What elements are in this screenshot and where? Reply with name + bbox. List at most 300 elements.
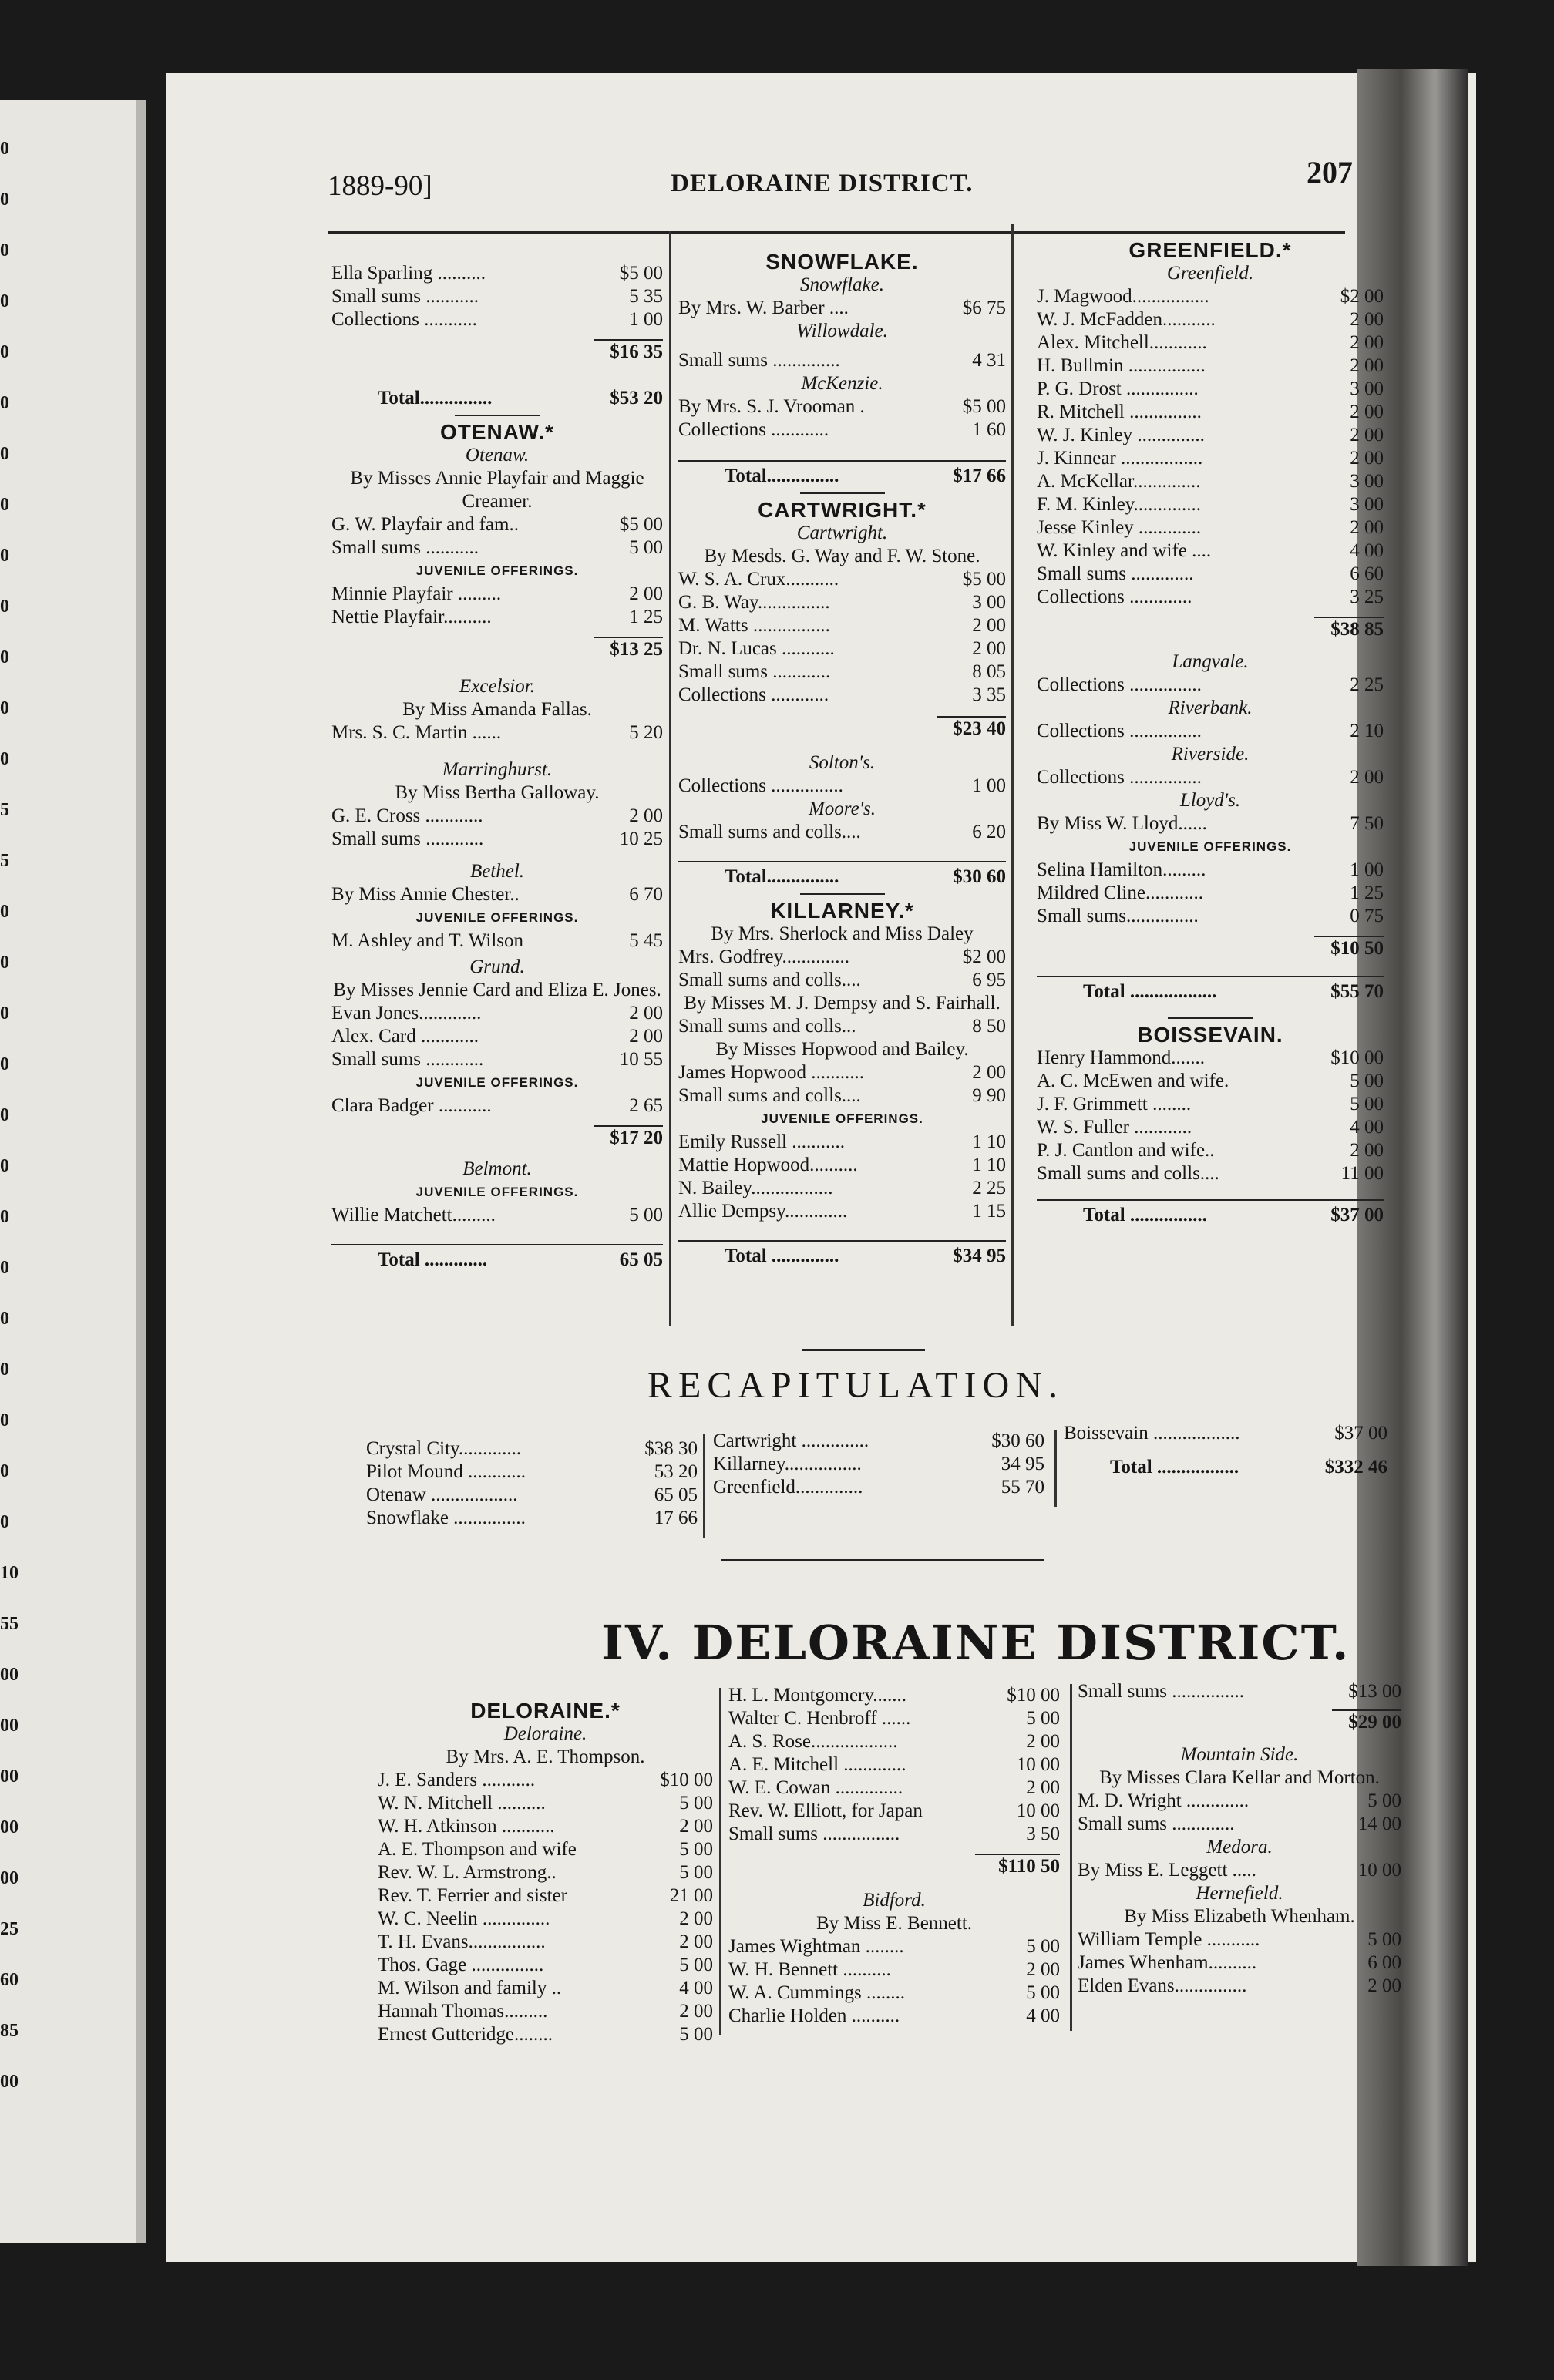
ledger-amount: $10 00 — [1330, 1047, 1384, 1068]
ledger-name: A. C. McEwen and wife. — [1037, 1071, 1229, 1091]
ledger-row — [678, 969, 1006, 992]
ledger-row — [1037, 882, 1384, 905]
total-row — [331, 1244, 663, 1272]
ledger-amount: 2 25 — [972, 1178, 1006, 1198]
previous-page-fragment: 0 — [0, 444, 9, 464]
section-rule — [800, 893, 885, 895]
ledger-group — [1037, 285, 1384, 609]
column-rule — [719, 1688, 722, 2035]
ledger-name: W. Kinley and wife .... — [1037, 540, 1212, 561]
ledger-amount: 2 10 — [1350, 721, 1384, 741]
ledger-amount: $30 60 — [991, 1430, 1044, 1451]
ledger-amount: 4 31 — [972, 350, 1006, 371]
ledger-row — [378, 2000, 713, 2023]
ledger-amount: $5 00 — [962, 569, 1006, 590]
previous-page-fragment: 0 — [0, 291, 9, 311]
previous-page-fragment: 55 — [0, 1614, 18, 1634]
ledger-name: Small sums ........... — [331, 286, 479, 307]
ledger-name: By Mrs. W. Barber .... — [678, 298, 849, 318]
ledger-group — [1078, 1680, 1401, 1703]
ledger-row — [366, 1461, 698, 1484]
ledger-group — [331, 929, 663, 953]
total-label: Total ................. — [1110, 1457, 1240, 1477]
total-label: Total............... — [725, 866, 839, 887]
ledger-amount: 3 00 — [1350, 378, 1384, 399]
ledger-amount: 2 00 — [1350, 309, 1384, 330]
ledger-name: Nettie Playfair.......... — [331, 607, 492, 627]
ledger-amount: 2 00 — [1350, 448, 1384, 469]
previous-page-fragment: 60 — [0, 1970, 18, 1990]
ledger-group — [678, 775, 1006, 798]
total-label: Total............... — [725, 466, 839, 486]
total-value: $332 46 — [1324, 1457, 1388, 1477]
ledger-name: H. L. Montgomery....... — [728, 1685, 906, 1706]
subsection-belmont: Belmont. — [462, 1158, 532, 1179]
ledger-name: Hannah Thomas......... — [378, 2001, 548, 2022]
previous-page-fragment: 0 — [0, 1461, 9, 1481]
ledger-amount: 4 00 — [679, 1978, 713, 1998]
ledger-row — [1037, 540, 1384, 563]
ledger-row — [1037, 720, 1384, 743]
subtotal: $10 50 — [1314, 936, 1384, 960]
previous-page-fragment: 00 — [0, 1817, 18, 1837]
ledger-row — [728, 1935, 1060, 1958]
ledger-row — [678, 419, 1006, 442]
ledger-amount: 5 00 — [679, 1955, 713, 1975]
ledger-name: Selina Hamilton......... — [1037, 859, 1206, 880]
ledger-row — [1037, 285, 1384, 308]
ledger-group — [678, 821, 1006, 844]
ledger-name: Clara Badger ........... — [331, 1095, 492, 1116]
ledger-name: Walter C. Henbroff ...... — [728, 1708, 911, 1729]
subsection-soltons: Solton's. — [809, 752, 876, 773]
ledger-row — [713, 1430, 1044, 1453]
ledger-amount: 2 00 — [1350, 425, 1384, 445]
ledger-group — [1064, 1422, 1388, 1445]
previous-page-fragment: 0 — [0, 1207, 9, 1227]
ledger-amount: 10 00 — [1357, 1860, 1401, 1881]
running-header — [328, 154, 1353, 208]
ledger-amount: 1 00 — [629, 309, 663, 330]
ledger-name: N. Bailey................. — [678, 1178, 833, 1198]
ledger-amount: 1 60 — [972, 419, 1006, 440]
previous-page-fragment: 0 — [0, 546, 9, 566]
ledger-name: Collections ............... — [1037, 767, 1202, 788]
ledger-name: Alex. Card ............ — [331, 1026, 479, 1047]
total-value: $37 00 — [1330, 1205, 1384, 1225]
previous-page-fragment: 0 — [0, 698, 9, 718]
previous-page-fragment: 0 — [0, 902, 9, 922]
ledger-name: Evan Jones............. — [331, 1003, 482, 1024]
ledger-name: Dr. N. Lucas ........... — [678, 638, 835, 659]
ledger-row — [331, 262, 663, 285]
ledger-amount: 10 55 — [619, 1049, 663, 1070]
ledger-row — [1037, 1093, 1384, 1116]
ledger-name: Rev. W. L. Armstrong.. — [378, 1862, 557, 1883]
ledger-row — [331, 583, 663, 606]
ledger-name: James Wightman ........ — [728, 1936, 904, 1957]
ledger-group — [1037, 720, 1384, 743]
ledger-row — [1037, 424, 1384, 447]
section-title-boissevain: BOISSEVAIN. — [1137, 1023, 1283, 1047]
ledger-name: J. E. Sanders ........... — [378, 1770, 536, 1790]
total-value: $53 20 — [610, 388, 663, 408]
recap-column-1 — [366, 1437, 698, 1530]
ledger-name: By Mrs. S. J. Vrooman . — [678, 396, 865, 417]
ledger-amount: 55 70 — [1001, 1477, 1044, 1498]
ledger-amount: $5 00 — [619, 263, 663, 284]
ledger-name: Thos. Gage ............... — [378, 1955, 544, 1975]
subsection-willowdale: Willowdale. — [796, 321, 888, 341]
ledger-name: Charlie Holden .......... — [728, 2005, 900, 2026]
ledger-name: Small sums............... — [1037, 906, 1199, 926]
section-title-deloraine: DELORAINE.* — [470, 1699, 621, 1723]
total-row — [678, 460, 1006, 488]
ledger-name: W. S. A. Crux........... — [678, 569, 839, 590]
ledger-row — [331, 606, 663, 629]
ledger-amount: 5 00 — [679, 1793, 713, 1814]
ledger-name: W. E. Cowan .............. — [728, 1777, 903, 1798]
ledger-amount: 3 00 — [1350, 494, 1384, 515]
ledger-group — [366, 1437, 698, 1530]
ledger-amount: $6 75 — [962, 298, 1006, 318]
ledger-row — [713, 1453, 1044, 1476]
ledger-amount: $5 00 — [619, 514, 663, 535]
ledger-row — [331, 805, 663, 828]
ledger-name: Small sums ............. — [1037, 563, 1194, 584]
ledger-group — [728, 1935, 1060, 2028]
ledger-row — [1037, 1139, 1384, 1162]
ledger-row — [378, 1977, 713, 2000]
ledger-row — [713, 1476, 1044, 1499]
ledger-name: Alex. Mitchell............ — [1037, 332, 1207, 353]
ledger-row — [728, 1958, 1060, 1982]
ledger-amount: 2 00 — [679, 1908, 713, 1929]
previous-page-fragment: 0 — [0, 1410, 9, 1430]
ledger-name: Small sums ............. — [1078, 1814, 1235, 1834]
total-row — [678, 861, 1006, 889]
ledger-amount: $2 00 — [1340, 286, 1384, 307]
previous-page-fragment: 0 — [0, 953, 9, 973]
ledger-row — [678, 591, 1006, 614]
collector-note: By Miss Bertha Galloway. — [395, 782, 600, 803]
previous-page-fragment: 0 — [0, 342, 9, 362]
ledger-name: Small sums ............... — [1078, 1681, 1244, 1702]
ledger-amount: 2 00 — [1350, 332, 1384, 353]
previous-page — [0, 100, 146, 2243]
ledger-name: W. S. Fuller ............ — [1037, 1117, 1192, 1138]
column-rule — [1054, 1430, 1057, 1507]
ledger-row — [1037, 812, 1384, 835]
ledger-row — [1037, 905, 1384, 928]
ledger-row — [678, 614, 1006, 637]
recap-column-2 — [713, 1430, 1044, 1499]
collector-note: By Misses Hopwood and Bailey. — [715, 1039, 969, 1060]
subsection-mckenzie: McKenzie. — [801, 373, 883, 394]
ledger-name: Collections ............. — [1037, 587, 1192, 607]
ledger-amount: 2 00 — [1026, 1777, 1060, 1798]
ledger-name: Collections ............... — [678, 775, 843, 796]
subsection-medora: Medora. — [1206, 1837, 1273, 1857]
section-rule — [1168, 1017, 1253, 1019]
ledger-name: M. Watts ................ — [678, 615, 830, 636]
ledger-name: Mrs. Godfrey.............. — [678, 946, 849, 967]
ledger-row — [1037, 563, 1384, 586]
ledger-amount: 2 00 — [1350, 517, 1384, 538]
ledger-amount: 2 00 — [972, 615, 1006, 636]
ledger-name: W. N. Mitchell .......... — [378, 1793, 546, 1814]
total-label: Total............... — [378, 388, 493, 408]
total-value: $34 95 — [953, 1245, 1006, 1266]
previous-page-fragment: 10 — [0, 1563, 18, 1583]
ledger-name: Boissevain .................. — [1064, 1423, 1240, 1444]
collector-note: By Miss E. Bennett. — [816, 1913, 973, 1934]
ledger-row — [1037, 1116, 1384, 1139]
previous-page-fragment: 25 — [0, 1919, 18, 1939]
collector-note: By Miss Elizabeth Whenham. — [1124, 1906, 1355, 1927]
ledger-amount: 3 00 — [972, 592, 1006, 613]
ledger-name: G. E. Cross ............ — [331, 805, 483, 826]
ledger-row — [728, 1777, 1060, 1800]
ledger-name: Minnie Playfair ......... — [331, 583, 502, 604]
ledger-name: J. F. Grimmett ........ — [1037, 1094, 1192, 1114]
ledger-amount: 34 95 — [1001, 1454, 1044, 1474]
ledger-amount: 2 00 — [629, 1003, 663, 1024]
ledger-row — [1037, 447, 1384, 470]
ledger-row — [366, 1484, 698, 1507]
section-title-otenaw: OTENAW.* — [439, 420, 554, 444]
previous-page-fragment: 0 — [0, 1156, 9, 1176]
ledger-name: Collections ............... — [1037, 721, 1202, 741]
ledger-name: By Miss Annie Chester.. — [331, 884, 520, 905]
ledger-amount: 2 00 — [679, 1931, 713, 1952]
ledger-amount: 5 00 — [1367, 1929, 1401, 1950]
ledger-amount: 8 05 — [972, 661, 1006, 682]
ledger-amount: 2 00 — [972, 1062, 1006, 1083]
previous-page-fragment: 0 — [0, 240, 9, 261]
ledger-amount: 5 00 — [1026, 1708, 1060, 1729]
ledger-name: Collections ............ — [678, 684, 829, 705]
section-rule — [455, 415, 540, 416]
ledger-row — [678, 637, 1006, 661]
ledger-amount: 1 10 — [972, 1155, 1006, 1175]
total-value: $55 70 — [1330, 981, 1384, 1002]
ledger-group — [678, 1061, 1006, 1108]
ledger-row — [1037, 766, 1384, 789]
ledger-row — [678, 1200, 1006, 1223]
ledger-amount: 6 70 — [629, 884, 663, 905]
column-rule — [1070, 1684, 1072, 2031]
ledger-amount: 1 00 — [972, 775, 1006, 796]
ledger-row — [366, 1437, 698, 1461]
juvenile-offerings-heading: JUVENILE OFFERINGS. — [1128, 839, 1292, 854]
ledger-row — [678, 1084, 1006, 1108]
ledger-name: R. Mitchell ............... — [1037, 402, 1202, 422]
ledger-row — [678, 775, 1006, 798]
ledger-group — [331, 262, 663, 331]
previous-page-fragment: 00 — [0, 1767, 18, 1787]
ledger-amount: 2 00 — [1350, 1140, 1384, 1161]
ledger-amount: 2 00 — [1367, 1975, 1401, 1996]
previous-page-fragment: 0 — [0, 1054, 9, 1074]
ledger-row — [1037, 859, 1384, 882]
ledger-group — [1037, 859, 1384, 928]
subsection-langvale: Langvale. — [1172, 651, 1249, 672]
subtotal: $17 20 — [594, 1125, 663, 1150]
ledger-name: A. E. Mitchell ............. — [728, 1754, 906, 1775]
ledger-name: P. G. Drost ............... — [1037, 378, 1199, 399]
ledger-row — [728, 1982, 1060, 2005]
subsection-snowflake: Snowflake. — [799, 274, 884, 295]
ledger-group — [331, 513, 663, 560]
ledger-amount: 5 20 — [629, 722, 663, 743]
previous-page-fragment: 00 — [0, 1716, 18, 1736]
ledger-row — [331, 308, 663, 331]
ledger-amount: 0 75 — [1350, 906, 1384, 926]
subsection-grund: Grund. — [469, 956, 525, 977]
ledger-row — [331, 1048, 663, 1071]
column-3 — [1037, 239, 1384, 1227]
ledger-name: Emily Russell ........... — [678, 1131, 845, 1152]
total-row — [1037, 1199, 1384, 1227]
ledger-amount: 8 50 — [972, 1016, 1006, 1037]
juvenile-offerings-heading: JUVENILE OFFERINGS. — [415, 1075, 579, 1090]
ledger-amount: $2 00 — [962, 946, 1006, 967]
ledger-row — [728, 1823, 1060, 1846]
ledger-name: Small sums .............. — [678, 350, 840, 371]
ledger-row — [678, 568, 1006, 591]
ledger-name: Willie Matchett......... — [331, 1205, 496, 1225]
ledger-name: H. Bullmin ................ — [1037, 355, 1206, 376]
total-label: Total ................ — [1083, 1205, 1207, 1225]
previous-page-fragment: 00 — [0, 1665, 18, 1685]
ledger-group — [331, 1094, 663, 1118]
total-label: Total .................. — [1083, 981, 1217, 1002]
ledger-group — [678, 349, 1006, 372]
previous-page-fragment: 0 — [0, 139, 9, 159]
ledger-name: Small sums ............ — [331, 1049, 484, 1070]
ledger-amount: 2 00 — [972, 638, 1006, 659]
ledger-amount: 2 00 — [1350, 767, 1384, 788]
ledger-row — [331, 513, 663, 536]
ledger-amount: 1 15 — [972, 1201, 1006, 1222]
ledger-name: F. M. Kinley.............. — [1037, 494, 1202, 515]
ledger-name: A. McKellar.............. — [1037, 471, 1201, 492]
header-district: DELORAINE DISTRICT. — [671, 170, 974, 197]
ledger-amount: 53 20 — [654, 1461, 698, 1482]
ledger-amount: 4 00 — [1026, 2005, 1060, 2026]
ledger-row — [1037, 331, 1384, 355]
ledger-group — [678, 568, 1006, 707]
ledger-name: J. Magwood................ — [1037, 286, 1209, 307]
ledger-amount: 6 60 — [1350, 563, 1384, 584]
juvenile-offerings-heading: JUVENILE OFFERINGS. — [415, 563, 579, 578]
ledger-name: Collections ............... — [1037, 674, 1202, 695]
recapitulation-title: RECAPITULATION. — [648, 1365, 1064, 1406]
ledger-amount: 5 00 — [629, 1205, 663, 1225]
subtotal: $23 40 — [937, 716, 1006, 741]
ledger-row — [366, 1507, 698, 1530]
ledger-name: M. D. Wright ............. — [1078, 1790, 1250, 1811]
previous-page-fragment: 0 — [0, 393, 9, 413]
ledger-row — [678, 349, 1006, 372]
ledger-row — [378, 1931, 713, 1954]
ledger-amount: 3 35 — [972, 684, 1006, 705]
total-value: $30 60 — [953, 866, 1006, 887]
ledger-amount: 2 00 — [629, 1026, 663, 1047]
previous-page-fragment: 0 — [0, 1360, 9, 1380]
ledger-amount: 2 00 — [629, 805, 663, 826]
ledger-row — [728, 1753, 1060, 1777]
ledger-name: Collections ........... — [331, 309, 477, 330]
ledger-row — [678, 684, 1006, 707]
ledger-group — [678, 1015, 1006, 1038]
ledger-name: Small sums ................ — [728, 1824, 900, 1844]
ledger-row — [728, 1707, 1060, 1730]
subsection-bethel: Bethel. — [469, 861, 525, 882]
recap-column-3 — [1064, 1422, 1388, 1479]
ledger-row — [1078, 1790, 1401, 1813]
ledger-row — [331, 828, 663, 851]
ledger-name: Small sums ............ — [678, 661, 831, 682]
ledger-amount: $10 00 — [660, 1770, 713, 1790]
column-rule — [1011, 224, 1014, 1326]
ledger-row — [378, 1815, 713, 1838]
previous-page-fragment: 0 — [0, 1105, 9, 1125]
previous-page-fragment: 85 — [0, 2021, 18, 2041]
ledger-group — [678, 946, 1006, 992]
ledger-row — [678, 661, 1006, 684]
subtotal: $110 50 — [975, 1854, 1060, 1878]
ledger-row — [331, 929, 663, 953]
collector-note: By Mrs. A. E. Thompson. — [446, 1746, 645, 1767]
ledger-name: A. E. Thompson and wife — [378, 1839, 577, 1860]
ledger-name: P. J. Cantlon and wife.. — [1037, 1140, 1215, 1161]
ledger-amount: 2 00 — [1350, 355, 1384, 376]
juvenile-offerings-heading: JUVENILE OFFERINGS. — [761, 1111, 923, 1126]
collector-note: By Miss Amanda Fallas. — [402, 699, 592, 720]
subsection-riverbank: Riverbank. — [1168, 698, 1253, 718]
ledger-amount: 2 00 — [1350, 402, 1384, 422]
district-title: IV. DELORAINE DISTRICT. — [601, 1615, 1350, 1671]
ledger-name: Small sums and colls... — [678, 1016, 856, 1037]
ledger-amount: $5 00 — [962, 396, 1006, 417]
ledger-row — [1078, 1975, 1401, 1998]
ledger-name: Otenaw .................. — [366, 1484, 518, 1505]
previous-page-fragment: 5 — [0, 800, 9, 820]
total-row — [1037, 976, 1384, 1003]
ledger-amount: 11 00 — [1340, 1163, 1384, 1184]
subsection-otenaw: Otenaw. — [465, 445, 530, 466]
previous-page-fragment: 0 — [0, 495, 9, 515]
ledger-name: Rev. T. Ferrier and sister — [378, 1885, 567, 1906]
ledger-amount: 5 00 — [1026, 1936, 1060, 1957]
ledger-amount: $38 30 — [644, 1438, 698, 1459]
ledger-group — [1078, 1790, 1401, 1836]
subsection-moores: Moore's. — [808, 798, 876, 819]
ledger-group — [1037, 1047, 1384, 1185]
column-2 — [678, 250, 1006, 1268]
ledger-amount: 1 25 — [1350, 882, 1384, 903]
subsection-lloyds: Lloyd's. — [1179, 790, 1241, 811]
ledger-name: Small sums ........... — [331, 537, 479, 558]
ledger-row — [728, 1730, 1060, 1753]
ledger-name: Snowflake ............... — [366, 1508, 526, 1528]
ledger-row — [1037, 1162, 1384, 1185]
ledger-row — [331, 285, 663, 308]
column-rule — [669, 231, 671, 1326]
previous-page-fragment: 0 — [0, 597, 9, 617]
